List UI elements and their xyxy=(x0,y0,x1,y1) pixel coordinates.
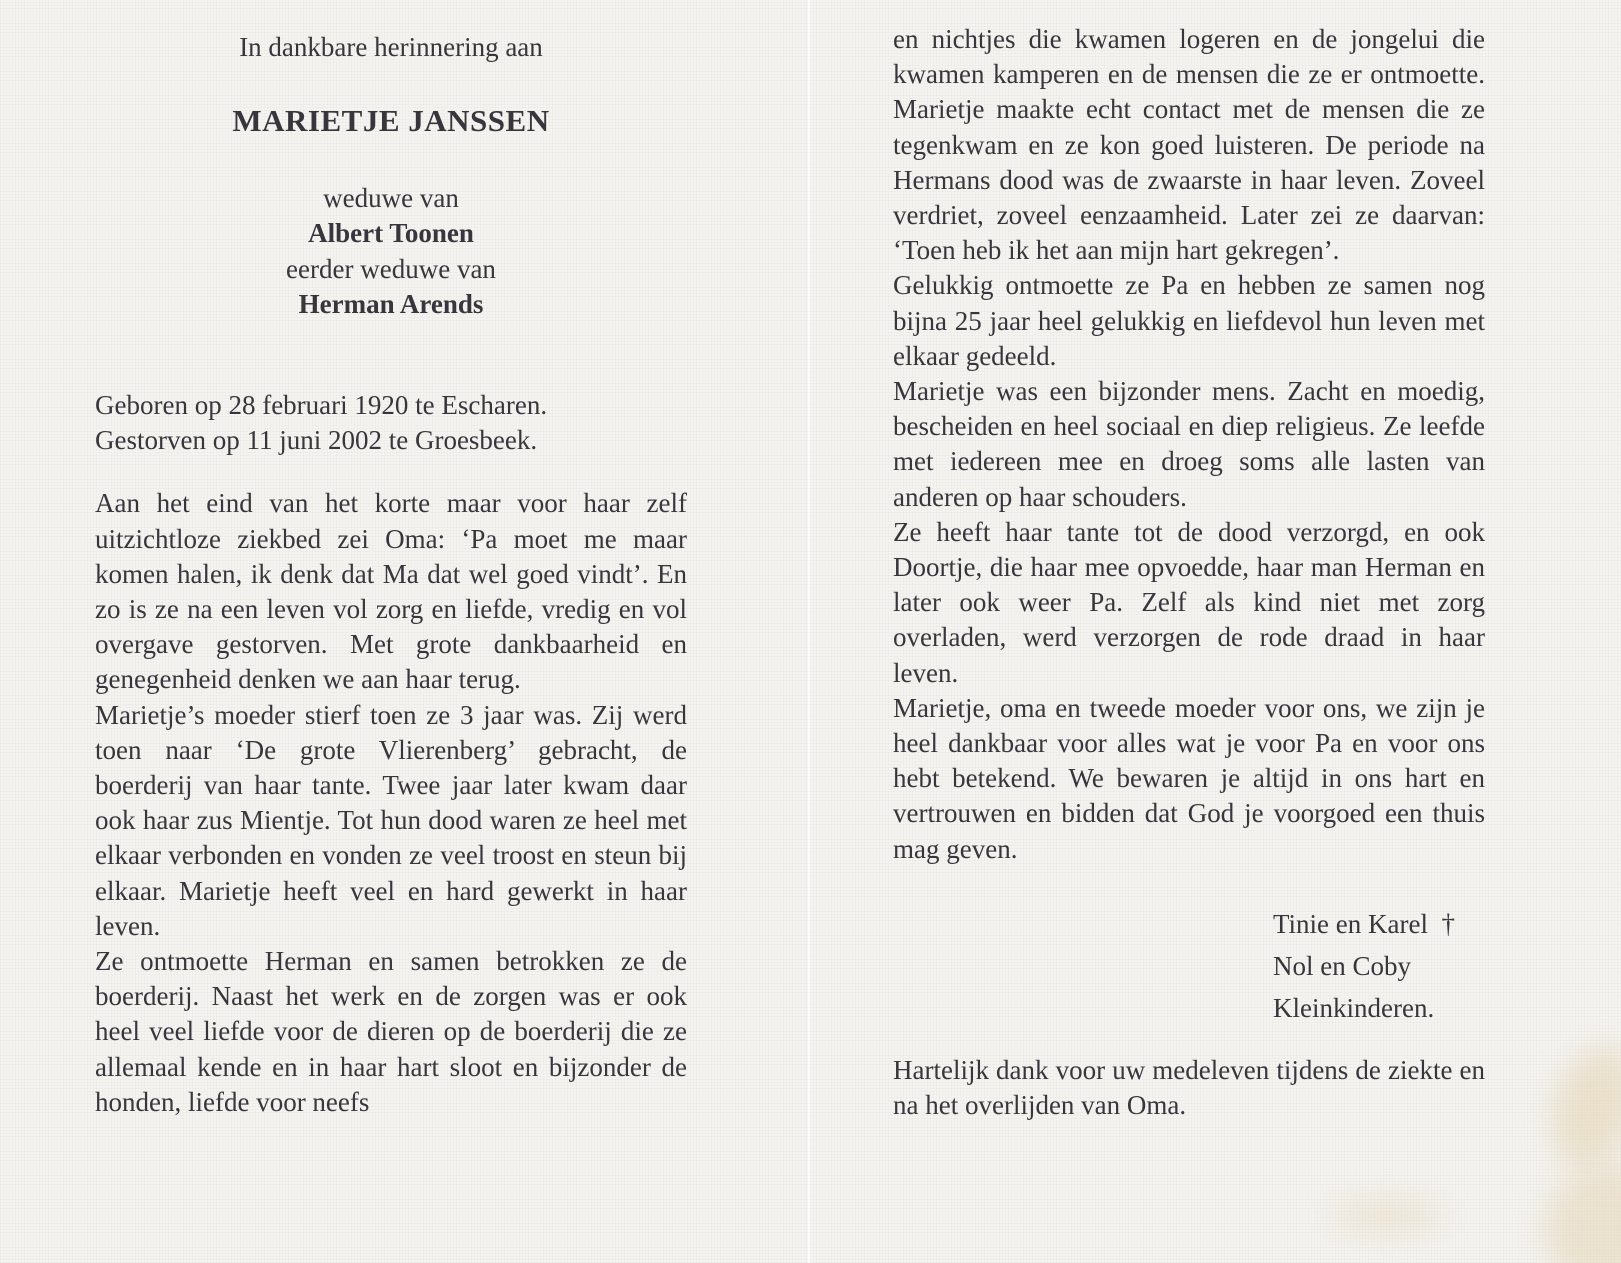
paragraph: Ze ontmoette Herman en samen betrokken ze de boerderij. Naast het werk en de zorgen was er ook heel veel liefde voor de dieren op de boerderij die ze allemaal kende en in haar hart sloot en bijzonder de honden, liefde voor neefs xyxy=(95,946,687,1117)
signature-line: Kleinkinderen. xyxy=(1273,992,1435,1023)
left-page xyxy=(95,30,687,1120)
center-fold-line xyxy=(806,0,812,1263)
paragraph: Aan het eind van het korte maar voor haar zelf uitzichtloze ziekbed zei Oma: ‘Pa moet me maar komen halen, ik denk dat Ma dat wel goed vindt’. En zo is ze na een leven vol zorg en liefde, vredig en vol overgave gestorven. Met grote dankbaarheid en genegenheid denken we aan haar terug. xyxy=(95,488,687,695)
signature-line: Tinie en Karel † xyxy=(1273,908,1455,939)
earlier-widow-of-label: eerder weduwe van xyxy=(286,253,496,284)
deceased-name: MARIETJE JANSSEN xyxy=(232,103,550,139)
paper-stain xyxy=(1545,1165,1621,1263)
death-date-line: Gestorven op 11 juni 2002 te Groesbeek. xyxy=(95,425,538,456)
signature-block xyxy=(893,903,1485,1029)
birth-date-line: Geboren op 28 februari 1920 te Escharen. xyxy=(95,390,548,421)
paper-stain xyxy=(1330,1196,1445,1236)
paragraph: Ze heeft haar tante tot de dood verzorgd, en ook Doortje, die haar mee opvoedde, haar man Herman en later ook weer Pa. Zelf als kind niet met zorg overladen, werd verzorgen de rode draad in haar leven. xyxy=(893,516,1485,688)
intro-line: In dankbare herinnering aan xyxy=(239,32,543,62)
spouse-name-2: Herman Arends xyxy=(298,288,484,319)
left-body-text xyxy=(95,486,687,1120)
closing-thanks-block xyxy=(893,1053,1485,1123)
spouse-name-1: Albert Toonen xyxy=(308,218,474,249)
paragraph: en nichtjes die kwamen logeren en de jongelui die kwamen kamperen en de mensen die ze er ontmoette. Marietje maakte echt contact met de mensen die ze tegenkwam en ze kon goed luisteren. De periode na Hermans dood was de zwaarste in haar leven. Zoveel verdriet, zoveel eenzaamheid. Later zei ze daarvan: ‘Toen heb ik het aan mijn hart gekregen’. xyxy=(893,24,1485,266)
paragraph: Marietje was een bijzonder mens. Zacht en moedig, bescheiden en heel sociaal en diep religieus. Ze leefde met iedereen mee en droeg soms alle lasten van anderen op haar schouders. xyxy=(893,376,1485,512)
widow-block xyxy=(95,181,687,322)
closing-thanks-text: Hartelijk dank voor uw medeleven tijdens de ziekte en na het overlijden van Oma. xyxy=(893,1054,1485,1121)
life-dates-block xyxy=(95,388,687,458)
paragraph: Marietje, oma en tweede moeder voor ons, we zijn je heel dankbaar voor alles wat je voor Pa en voor ons hebt betekend. We bewaren je altijd in ons hart en vertrouwen en bidden dat God je voorgoed een thuis mag geven. xyxy=(893,692,1485,864)
right-body-text xyxy=(893,22,1485,867)
paper-stain xyxy=(1538,1036,1621,1180)
signature-line: Nol en Coby xyxy=(1273,950,1411,981)
right-page xyxy=(893,22,1485,1123)
paragraph: Gelukkig ontmoette ze Pa en hebben ze samen nog bijna 25 jaar heel gelukkig en liefdevol hun leven met elkaar gedeeld. xyxy=(893,270,1485,371)
paragraph: Marietje’s moeder stierf toen ze 3 jaar was. Zij werd toen naar ‘De grote Vlierenberg’ gebracht, de boerderij van haar tante. Twee jaar later kwam daar ook haar zus Mientje. Tot hun dood waren ze heel met elkaar verbonden en vonden ze veel troost en steun bij elkaar. Marietje heeft veel en hard gewerkt in haar leven. xyxy=(95,699,687,941)
widow-of-label: weduwe van xyxy=(323,183,459,214)
